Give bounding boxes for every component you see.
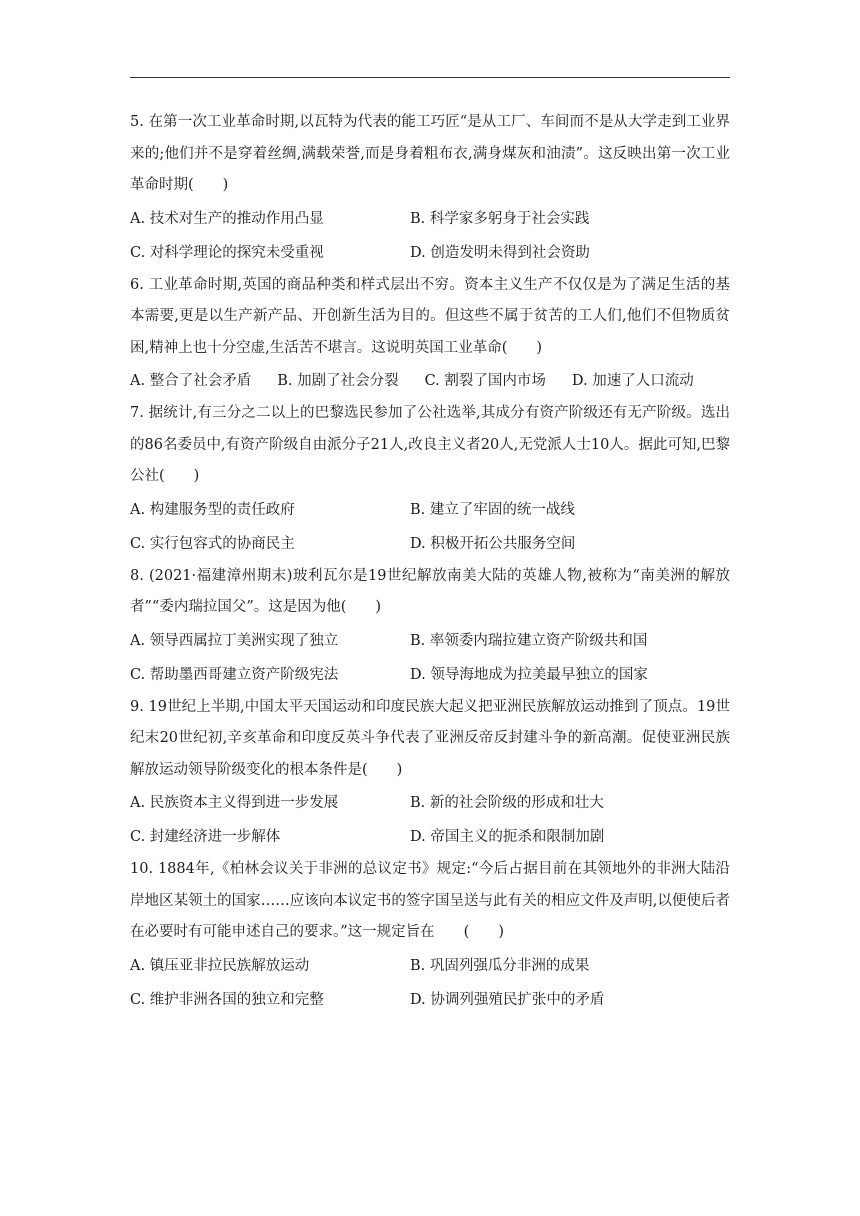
option-a[interactable]: A. 民族资本主义得到进一步发展	[130, 795, 339, 811]
option-d[interactable]: D. 领导海地成为拉美最早独立的国家	[410, 666, 648, 683]
option-b[interactable]: B. 巩固列强瓜分非洲的成果	[410, 957, 590, 974]
option-b[interactable]: B. 科学家多躬身于社会实践	[410, 210, 590, 227]
option-b[interactable]: B. 加剧了社会分裂	[277, 373, 399, 389]
question-7	[130, 398, 730, 561]
option-c[interactable]: C. 割裂了国内市场	[424, 373, 546, 389]
option-c[interactable]: C. 实行包容式的协商民主	[130, 535, 295, 552]
option-a[interactable]: A. 镇压亚非拉民族解放运动	[130, 957, 310, 974]
option-d[interactable]: D. 帝国主义的扼杀和限制加剧	[410, 829, 605, 845]
option-d[interactable]: D. 加速了人口流动	[571, 373, 694, 389]
question-text: 10. 1884年,《柏林会议关于非洲的总议定书》规定:“今后占据目前在其领地外的非洲大陆沿岸地区某领土的国家……应该向本议定书的签字国呈送与此有关的相应文件及声明,以便使后者在必要时有可能申述自己的要求。”这一规定旨在 ( )	[130, 861, 730, 940]
question-5	[130, 107, 730, 270]
question-6	[130, 270, 730, 399]
question-list	[130, 107, 730, 1017]
option-a[interactable]: A. 构建服务型的责任政府	[130, 501, 295, 518]
option-d[interactable]: D. 积极开拓公共服务空间	[410, 535, 576, 552]
header-rule	[130, 77, 730, 78]
option-c[interactable]: C. 对科学理论的探究未受重视	[130, 244, 324, 261]
question-10	[130, 854, 730, 1017]
question-8	[130, 561, 730, 692]
options	[130, 493, 730, 561]
option-b[interactable]: B. 建立了牢固的统一战线	[410, 501, 575, 518]
question-text: 6. 工业革命时期,英国的商品种类和样式层出不穷。资本主义生产不仅仅是为了满足生活的基本需要,更是以生产新产品、开创新生活为目的。但这些不属于贫苦的工人们,他们不但物质贫困,精神上也十分空虚,生活苦不堪言。这说明英国工业革命( )	[130, 276, 730, 356]
question-text: 5. 在第一次工业革命时期,以瓦特为代表的能工巧匠“是从工厂、车间而不是从大学走到工业界来的;他们并不是穿着丝绸,满载荣誉,而是身着粗布衣,满身煤灰和油渍”。这反映出第一次工业革命时期( )	[130, 114, 730, 193]
option-a[interactable]: A. 技术对生产的推动作用凸显	[130, 210, 324, 227]
option-c[interactable]: C. 帮助墨西哥建立资产阶级宪法	[130, 666, 339, 683]
options	[130, 786, 730, 854]
option-b[interactable]: B. 新的社会阶级的形成和壮大	[410, 795, 604, 811]
question-text: 8. (2021·福建漳州期末)玻利瓦尔是19世纪解放南美大陆的英雄人物,被称为“南美洲的解放者”“委内瑞拉国父”。这是因为他( )	[130, 567, 730, 615]
question-text: 7. 据统计,有三分之二以上的巴黎选民参加了公社选举,其成分有资产阶级还有无产阶级。选出的86名委员中,有资产阶级自由派分子21人,改良主义者20人,无党派人士10人。据此可知,巴黎公社( )	[130, 405, 730, 484]
option-c[interactable]: C. 维护非洲各国的独立和完整	[130, 991, 324, 1008]
option-a[interactable]: A. 领导西属拉丁美洲实现了独立	[130, 632, 339, 649]
option-d[interactable]: D. 协调列强殖民扩张中的矛盾	[410, 991, 605, 1008]
options	[130, 624, 730, 692]
options	[130, 949, 730, 1017]
option-d[interactable]: D. 创造发明未得到社会资助	[410, 244, 590, 261]
question-text: 9. 19世纪上半期,中国太平天国运动和印度民族大起义把亚洲民族解放运动推到了顶点。19世纪末20世纪初,辛亥革命和印度反英斗争代表了亚洲反帝反封建斗争的新高潮。促使亚洲民族解放运动领导阶级变化的根本条件是( )	[130, 698, 730, 778]
option-a[interactable]: A. 整合了社会矛盾	[130, 373, 252, 389]
question-9	[130, 692, 730, 855]
option-b[interactable]: B. 率领委内瑞拉建立资产阶级共和国	[410, 632, 648, 649]
option-c[interactable]: C. 封建经济进一步解体	[130, 829, 281, 845]
options	[130, 364, 730, 398]
options	[130, 202, 730, 270]
